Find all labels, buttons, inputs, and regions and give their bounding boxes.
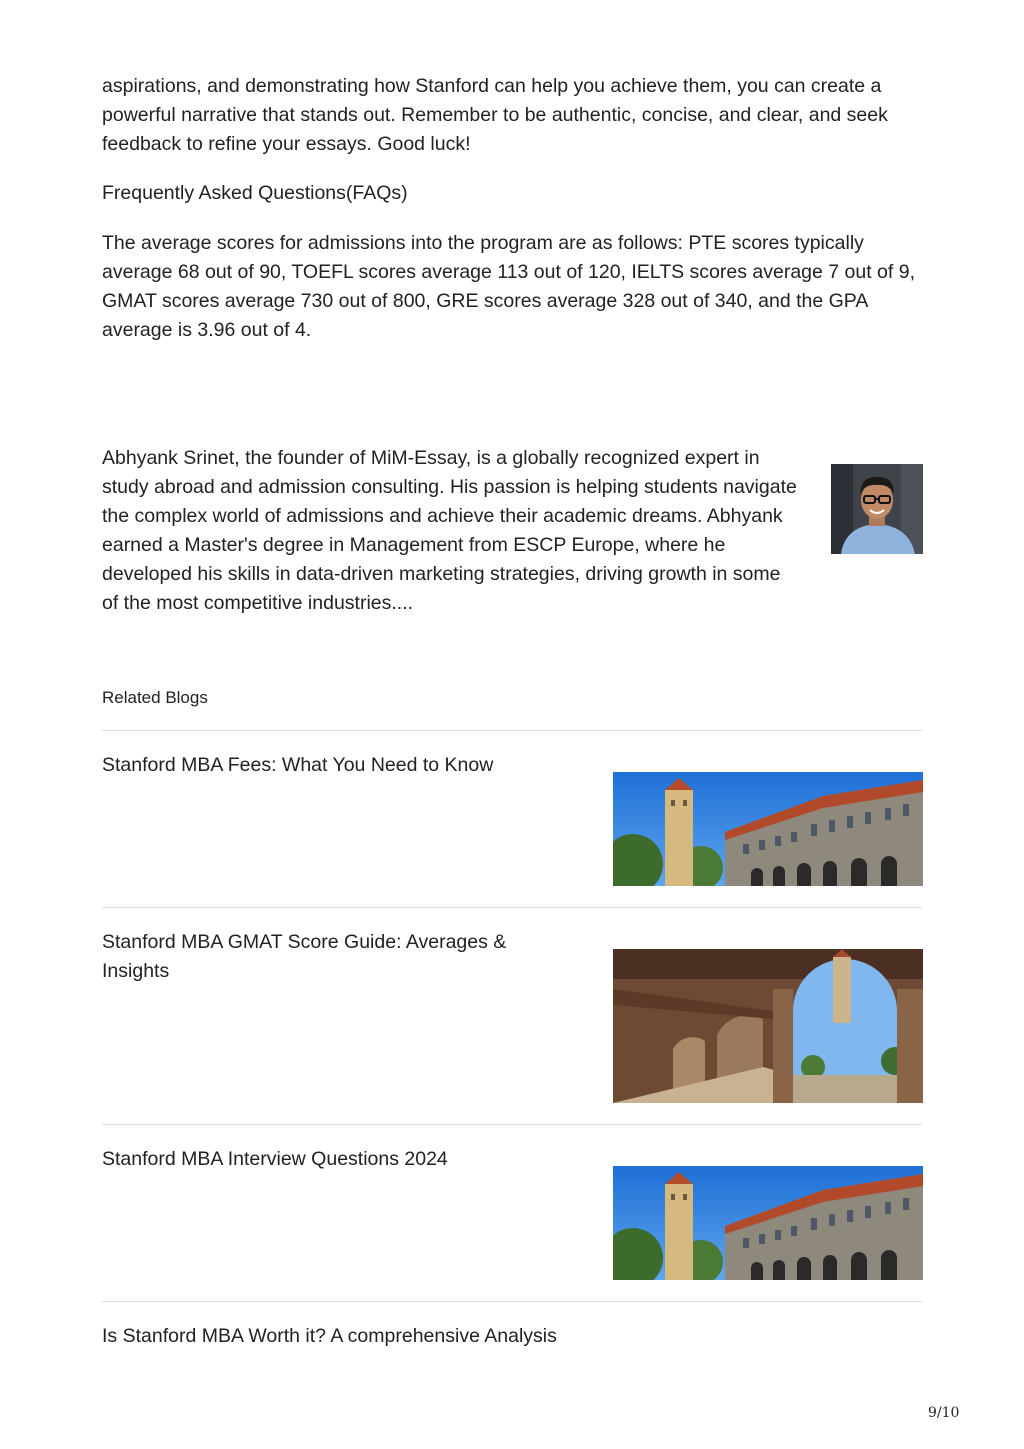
faq-answer: The average scores for admissions into the program are as follows: PTE scores typically average 68 out of 90, TOEFL scores average 113 out of 120, IELTS scores average 7 out of 9, GMAT scores average 730 out of 800, GRE scores average 328 out of 340, and the GPA average is 3.96 out of 4. — [102, 232, 916, 341]
article-paragraph-conclusion: aspirations, and demonstrating how Stanford can help you achieve them, you can create a powerful narrative that stands out. Remember to be authentic, concise, and clear, and seek feedback to refine your essays. Good luck! — [102, 75, 888, 155]
related-blog-thumbnail-2[interactable] — [613, 949, 923, 1103]
divider — [102, 1124, 922, 1125]
related-blog-title-3[interactable]: Stanford MBA Interview Questions 2024 — [102, 1148, 448, 1170]
related-blog-title-2[interactable]: Stanford MBA GMAT Score Guide: Averages & Insights — [102, 931, 507, 982]
divider — [102, 1301, 922, 1302]
author-photo — [831, 464, 923, 554]
related-blogs-heading: Related Blogs — [102, 688, 208, 707]
related-blog-title-1[interactable]: Stanford MBA Fees: What You Need to Know — [102, 754, 494, 776]
related-blog-thumbnail-1[interactable] — [613, 772, 923, 886]
related-blog-thumbnail-3[interactable] — [613, 1166, 923, 1280]
faq-heading: Frequently Asked Questions(FAQs) — [102, 182, 408, 204]
divider — [102, 907, 922, 908]
page-number: 9/10 — [928, 1405, 960, 1421]
divider — [102, 730, 922, 731]
related-blog-title-4[interactable]: Is Stanford MBA Worth it? A comprehensive Analysis — [102, 1325, 557, 1347]
author-bio: Abhyank Srinet, the founder of MiM-Essay, is a globally recognized expert in study abroad and admission consulting. His passion is helping students navigate the complex world of admissions and achieve their academic dreams. Abhyank earned a Master's degree in Management from ESCP Europe, where he developed his skills in data-driven marketing strategies, driving growth in some of the most competitive industries.... — [102, 447, 797, 614]
